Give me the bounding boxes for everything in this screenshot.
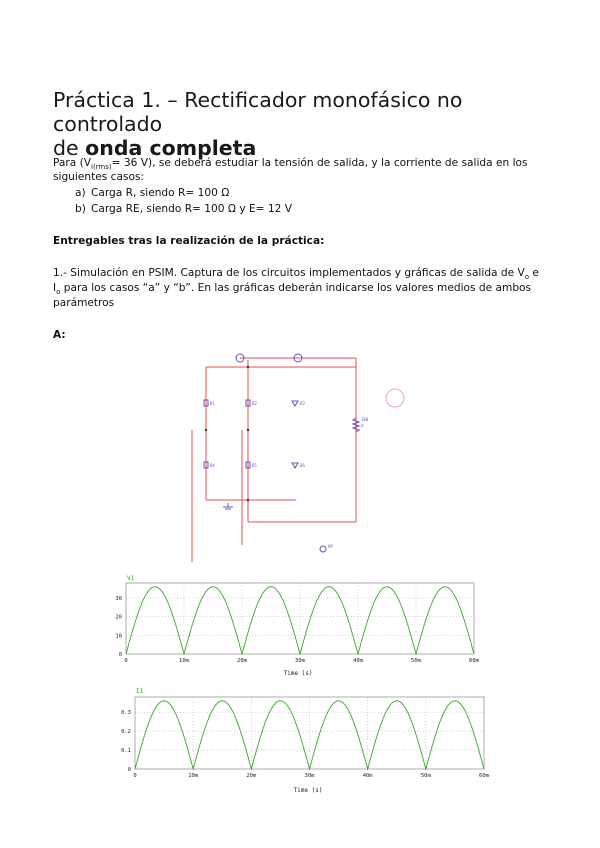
label-d6: D6: [300, 463, 305, 468]
chart2-y-tick-label: 0.2: [121, 729, 131, 736]
chart1-x-tick-label: 30m: [295, 658, 305, 664]
chart2-y-tick-label: 0.1: [121, 748, 131, 755]
chart1-x-tick-label: 40m: [353, 658, 363, 664]
chart2-title: I1: [136, 688, 144, 695]
chart1-x-tick-label: 0: [124, 658, 128, 664]
title-line-2: de onda completa: [53, 136, 257, 160]
intro-line-1: Para ($V_{i(rms)}= 36$ V), se deberá estudiar la tensión de salida, y la corriente de salida en los: [53, 157, 528, 172]
chart1-y-tick-label: 10: [115, 633, 122, 640]
chart1-x-tick-label: 50m: [411, 658, 421, 664]
label-d2: D2: [252, 401, 257, 406]
item1-line-3: parámetros: [53, 297, 115, 309]
chart2-xlabel: Time (s): [293, 787, 323, 794]
label-d1: D1: [210, 401, 215, 406]
title-line-1: Práctica 1. – Rectificador monofásico no controlado: [53, 88, 463, 136]
chart2-x-tick-label: 50m: [420, 773, 431, 779]
chart1-xlabel: Time (s): [283, 670, 313, 677]
chart2-y-tick-label: 0: [127, 767, 131, 773]
chart1-y-tick-label: 20: [115, 614, 122, 621]
chart2-series-line: [135, 701, 484, 769]
label-resistor-value: 100: [361, 417, 369, 422]
item1-line-1: 1.- Simulación en PSIM. Captura de los circuitos implementados y gráficas de salida de $V_o$ e: [53, 267, 539, 282]
chart1-x-tick-label: 60m: [469, 658, 479, 664]
chart2-x-tick-label: 40m: [362, 773, 373, 779]
label-resistor-unit: m: [361, 423, 364, 428]
label-d4: D4: [210, 463, 215, 468]
chart1-y-tick-label: 30: [115, 595, 122, 602]
chart2-x-tick-label: 0: [133, 773, 137, 779]
label-d5: D5: [252, 463, 257, 468]
chart1-x-tick-label: 20m: [237, 658, 247, 664]
label-d3: D3: [300, 401, 305, 406]
case-item-b: b) Carga RE, siendo R= 100 Ω y E= 12 V: [75, 203, 293, 215]
chart2-y-tick-label: 0.3: [121, 710, 131, 717]
chart2-x-tick-label: 60m: [479, 773, 489, 779]
item1-line-2: $I_o$ para los casos “a” y “b”. En las gráficas deberán indicarse los valores medios de ambos: [53, 282, 532, 297]
chart2-x-tick-label: 30m: [304, 773, 315, 779]
chart2-x-tick-label: 10m: [188, 773, 199, 779]
section-a-heading: A:: [53, 329, 66, 341]
case-item-a: a) Carga R, siendo R= 100 Ω: [75, 187, 230, 199]
chart1-x-tick-label: 10m: [179, 658, 189, 664]
label-probe: VP: [328, 544, 333, 549]
chart2-x-tick-label: 20m: [246, 773, 257, 779]
chart1-title: V1: [127, 575, 135, 582]
intro-line-2: siguientes casos:: [53, 171, 145, 183]
deliverables-heading: Entregables tras la realización de la práctica:: [53, 235, 325, 247]
chart1-y-tick-label: 0: [118, 652, 122, 658]
